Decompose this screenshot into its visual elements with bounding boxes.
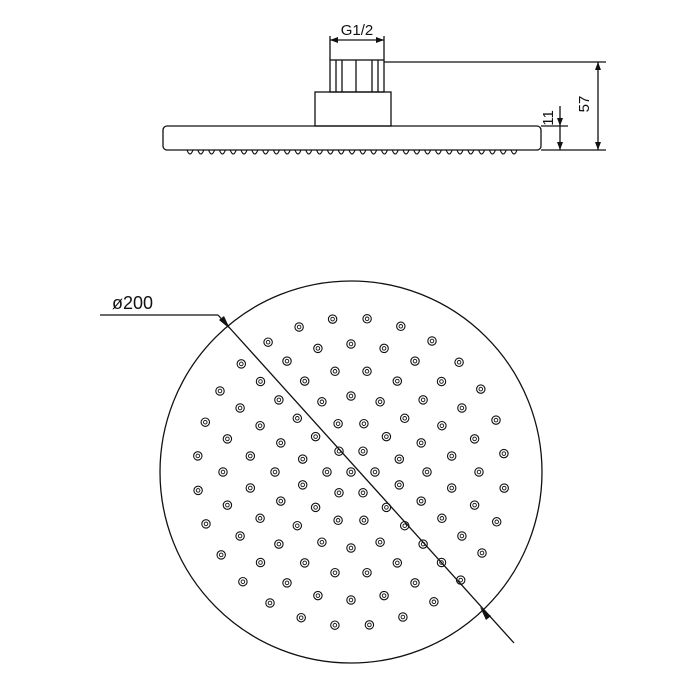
nozzle-hole bbox=[403, 417, 407, 421]
nozzle-hole bbox=[473, 503, 477, 507]
nozzle-hole bbox=[196, 489, 200, 493]
nozzle-hole bbox=[226, 437, 230, 441]
nozzle-hole bbox=[249, 486, 253, 490]
nozzle-hole bbox=[396, 561, 400, 565]
nozzle bbox=[380, 344, 388, 352]
nozzle bbox=[448, 484, 456, 492]
nozzle bbox=[246, 484, 254, 492]
nozzle bbox=[277, 497, 285, 505]
nozzle-hole bbox=[316, 594, 320, 598]
thread-size-label: G1/2 bbox=[340, 22, 374, 39]
nozzle bbox=[363, 569, 371, 577]
nozzle bbox=[347, 468, 355, 476]
nozzle-hole bbox=[378, 540, 382, 544]
nozzle bbox=[448, 452, 456, 460]
nozzle-hole bbox=[382, 594, 386, 598]
nozzle-hole bbox=[361, 491, 365, 495]
nozzle bbox=[256, 558, 264, 566]
nozzle bbox=[277, 439, 285, 447]
nozzle bbox=[293, 522, 301, 530]
nozzle-hole bbox=[204, 522, 208, 526]
nozzle bbox=[493, 518, 501, 526]
nozzle bbox=[311, 503, 319, 511]
nozzle-hole bbox=[266, 340, 270, 344]
nozzle-hole bbox=[320, 400, 324, 404]
nozzle bbox=[301, 559, 309, 567]
nozzle-hole bbox=[413, 359, 417, 363]
nozzle bbox=[417, 497, 425, 505]
nozzle bbox=[201, 418, 209, 426]
height-dim-arrow-bottom bbox=[595, 142, 601, 150]
nozzle-hole bbox=[495, 520, 499, 524]
nozzle-pattern bbox=[194, 315, 509, 630]
nozzle bbox=[363, 315, 371, 323]
nozzle-hole bbox=[480, 551, 484, 555]
nozzle-hole bbox=[268, 601, 272, 605]
nozzle bbox=[500, 449, 508, 457]
nozzle-hole bbox=[401, 615, 405, 619]
nozzle bbox=[331, 621, 339, 629]
nozzle bbox=[492, 416, 500, 424]
nozzle-hole bbox=[419, 499, 423, 503]
nozzle bbox=[347, 596, 355, 604]
nozzle bbox=[256, 514, 264, 522]
nozzle bbox=[219, 468, 227, 476]
nozzle-hole bbox=[349, 598, 353, 602]
nozzle bbox=[318, 398, 326, 406]
nozzle-hole bbox=[218, 389, 222, 393]
nozzle bbox=[376, 398, 384, 406]
nozzle bbox=[359, 447, 367, 455]
nozzle-hole bbox=[226, 503, 230, 507]
nozzle bbox=[283, 579, 291, 587]
nozzle-hole bbox=[440, 517, 444, 521]
nozzle-hole bbox=[362, 422, 366, 426]
nozzle bbox=[423, 468, 431, 476]
nozzle bbox=[360, 420, 368, 428]
nozzle bbox=[275, 540, 283, 548]
nozzle-hole bbox=[425, 470, 429, 474]
nozzle-hole bbox=[314, 506, 318, 510]
nozzle-hole bbox=[314, 435, 318, 439]
nozzle bbox=[275, 396, 283, 404]
nozzle-hole bbox=[477, 470, 481, 474]
shower-plate-side bbox=[163, 126, 541, 150]
nozzle bbox=[266, 599, 274, 607]
nozzle bbox=[299, 455, 307, 463]
nozzle bbox=[376, 538, 384, 546]
diameter-leader-diagonal bbox=[218, 315, 514, 643]
nozzle bbox=[347, 544, 355, 552]
nozzle-hole bbox=[365, 317, 369, 321]
front-view bbox=[100, 281, 542, 663]
nozzle bbox=[314, 344, 322, 352]
nozzle-hole bbox=[277, 398, 281, 402]
nozzle bbox=[397, 322, 405, 330]
nozzle bbox=[360, 516, 368, 524]
nozzle bbox=[438, 422, 446, 430]
nozzle-hole bbox=[413, 581, 417, 585]
nozzle-hole bbox=[419, 441, 423, 445]
nozzle-hole bbox=[240, 362, 244, 366]
nozzle bbox=[299, 481, 307, 489]
nozzle-hole bbox=[337, 491, 341, 495]
nozzle-hole bbox=[396, 379, 400, 383]
nozzle-hole bbox=[336, 519, 340, 523]
nozzle-hole bbox=[368, 623, 372, 627]
nozzle bbox=[411, 357, 419, 365]
nozzle bbox=[194, 452, 202, 460]
nozzle-hole bbox=[196, 454, 200, 458]
nozzle bbox=[236, 532, 244, 540]
nozzle-hole bbox=[349, 342, 353, 346]
nozzle bbox=[202, 520, 210, 528]
nozzle bbox=[223, 501, 231, 509]
nozzle-hole bbox=[502, 452, 506, 456]
collar bbox=[315, 92, 391, 126]
nozzle bbox=[399, 613, 407, 621]
total-height-label: 57 bbox=[576, 95, 593, 113]
nozzle bbox=[458, 532, 466, 540]
shower-plate-front bbox=[160, 281, 542, 663]
nozzle bbox=[347, 340, 355, 348]
nozzle-hole bbox=[279, 499, 283, 503]
nozzle bbox=[314, 591, 322, 599]
nozzle bbox=[334, 516, 342, 524]
nozzle-hole bbox=[221, 470, 225, 474]
nozzle bbox=[246, 452, 254, 460]
nozzle-hole bbox=[378, 400, 382, 404]
nozzle-hole bbox=[479, 387, 483, 391]
nozzle-hole bbox=[385, 506, 389, 510]
nozzle-hole bbox=[325, 470, 329, 474]
nozzle-hole bbox=[285, 359, 289, 363]
nozzle-hole bbox=[316, 347, 320, 351]
nozzle bbox=[293, 414, 301, 422]
nozzle-hole bbox=[258, 517, 262, 521]
nozzle-hole bbox=[440, 424, 444, 428]
nozzle-hole bbox=[459, 578, 463, 582]
nozzle-hole bbox=[277, 542, 281, 546]
nozzle bbox=[359, 489, 367, 497]
nozzle bbox=[237, 360, 245, 368]
nozzle-hole bbox=[457, 361, 461, 365]
thickness-dim-arrow bbox=[557, 142, 563, 150]
nozzle bbox=[318, 538, 326, 546]
nozzle bbox=[301, 377, 309, 385]
nozzle-hole bbox=[303, 561, 307, 565]
nozzle bbox=[328, 315, 336, 323]
nozzle-hole bbox=[333, 571, 337, 575]
nozzle-hole bbox=[373, 470, 377, 474]
nozzle-hole bbox=[273, 470, 277, 474]
nozzle-hole bbox=[259, 561, 263, 565]
nozzle bbox=[216, 387, 224, 395]
nozzle-hole bbox=[238, 406, 242, 410]
nozzle bbox=[470, 501, 478, 509]
nozzle bbox=[470, 435, 478, 443]
nozzle-hole bbox=[249, 454, 253, 458]
nozzle bbox=[194, 486, 202, 494]
nozzle-hole bbox=[385, 435, 389, 439]
nozzle bbox=[380, 591, 388, 599]
nozzle bbox=[236, 404, 244, 412]
nozzle-hole bbox=[361, 449, 365, 453]
nozzle-hole bbox=[440, 380, 444, 384]
thread-connector bbox=[330, 60, 384, 92]
nozzle bbox=[223, 435, 231, 443]
nozzle-hole bbox=[258, 424, 262, 428]
side-view bbox=[163, 36, 606, 154]
nozzle-hole bbox=[398, 457, 402, 461]
nozzle bbox=[475, 468, 483, 476]
nozzle bbox=[239, 578, 247, 586]
nozzle-hole bbox=[349, 394, 353, 398]
nozzle-hole bbox=[398, 483, 402, 487]
nozzle bbox=[311, 432, 319, 440]
nozzle bbox=[295, 323, 303, 331]
nozzle-hole bbox=[303, 379, 307, 383]
nozzle bbox=[347, 392, 355, 400]
nozzle-hole bbox=[399, 325, 403, 329]
nozzle-hole bbox=[331, 317, 335, 321]
nozzle bbox=[393, 377, 401, 385]
nozzle-hole bbox=[432, 600, 436, 604]
nozzle-hole bbox=[362, 519, 366, 523]
nozzle bbox=[395, 455, 403, 463]
nozzle bbox=[331, 367, 339, 375]
thickness-dim-arrow bbox=[557, 118, 563, 126]
nozzle bbox=[256, 422, 264, 430]
nozzle-hole bbox=[279, 441, 283, 445]
nozzle bbox=[417, 439, 425, 447]
height-dim-arrow-top bbox=[595, 62, 601, 70]
nozzle-hole bbox=[494, 418, 498, 422]
nozzle-hole bbox=[336, 422, 340, 426]
nozzle bbox=[264, 338, 272, 346]
nozzle-hole bbox=[285, 581, 289, 585]
nozzle bbox=[411, 579, 419, 587]
nozzle bbox=[334, 420, 342, 428]
thread-dim-arrow-right bbox=[376, 37, 384, 43]
nozzle bbox=[335, 489, 343, 497]
plate-thickness-label: 11 bbox=[540, 110, 557, 126]
nozzle-hole bbox=[333, 623, 337, 627]
nozzle-hole bbox=[365, 370, 369, 374]
nozzle-hole bbox=[460, 534, 464, 538]
nozzle bbox=[283, 357, 291, 365]
nozzle-hole bbox=[349, 470, 353, 474]
thread-dim-arrow-left bbox=[330, 37, 338, 43]
nozzle bbox=[419, 540, 427, 548]
nozzle bbox=[428, 337, 436, 345]
nozzle bbox=[331, 569, 339, 577]
nozzle bbox=[438, 514, 446, 522]
nozzle-hole bbox=[238, 534, 242, 538]
nozzle-hole bbox=[259, 380, 263, 384]
nozzle bbox=[297, 614, 305, 622]
nozzle bbox=[256, 377, 264, 385]
nozzle bbox=[458, 404, 466, 412]
nozzle-hole bbox=[301, 483, 305, 487]
nozzle-hole bbox=[473, 437, 477, 441]
nozzle-hole bbox=[219, 553, 223, 557]
nozzle-hole bbox=[333, 370, 337, 374]
nozzle bbox=[395, 481, 403, 489]
nozzle bbox=[271, 468, 279, 476]
nozzle-hole bbox=[296, 524, 300, 528]
nozzle bbox=[430, 598, 438, 606]
nozzle bbox=[393, 559, 401, 567]
nozzle-hole bbox=[349, 546, 353, 550]
nozzle bbox=[217, 551, 225, 559]
nozzle bbox=[365, 621, 373, 629]
nozzle bbox=[500, 484, 508, 492]
nozzle bbox=[371, 468, 379, 476]
nozzle-hole bbox=[460, 406, 464, 410]
nozzle-hole bbox=[296, 417, 300, 421]
nozzle-hole bbox=[450, 486, 454, 490]
nozzle-hole bbox=[502, 486, 506, 490]
diameter-arrow-bottom bbox=[480, 607, 491, 620]
nozzle-hole bbox=[204, 420, 208, 424]
nozzle-hole bbox=[403, 524, 407, 528]
nozzle-hole bbox=[241, 580, 245, 584]
nozzle-hole bbox=[421, 398, 425, 402]
nozzle bbox=[478, 549, 486, 557]
nozzle bbox=[382, 432, 390, 440]
nozzle-hole bbox=[365, 571, 369, 575]
nozzle bbox=[323, 468, 331, 476]
nozzle-hole bbox=[450, 454, 454, 458]
nozzle bbox=[419, 396, 427, 404]
nozzle-hole bbox=[299, 616, 303, 620]
nozzle-hole bbox=[297, 325, 301, 329]
nozzle bbox=[437, 377, 445, 385]
nozzle-hole bbox=[382, 347, 386, 351]
nozzle bbox=[363, 367, 371, 375]
diameter-label: ø200 bbox=[112, 293, 154, 313]
nozzle-hole bbox=[320, 540, 324, 544]
nozzle bbox=[455, 358, 463, 366]
nozzle bbox=[477, 385, 485, 393]
nozzle-hole bbox=[301, 457, 305, 461]
nozzle-hole bbox=[430, 339, 434, 343]
nozzle bbox=[401, 414, 409, 422]
